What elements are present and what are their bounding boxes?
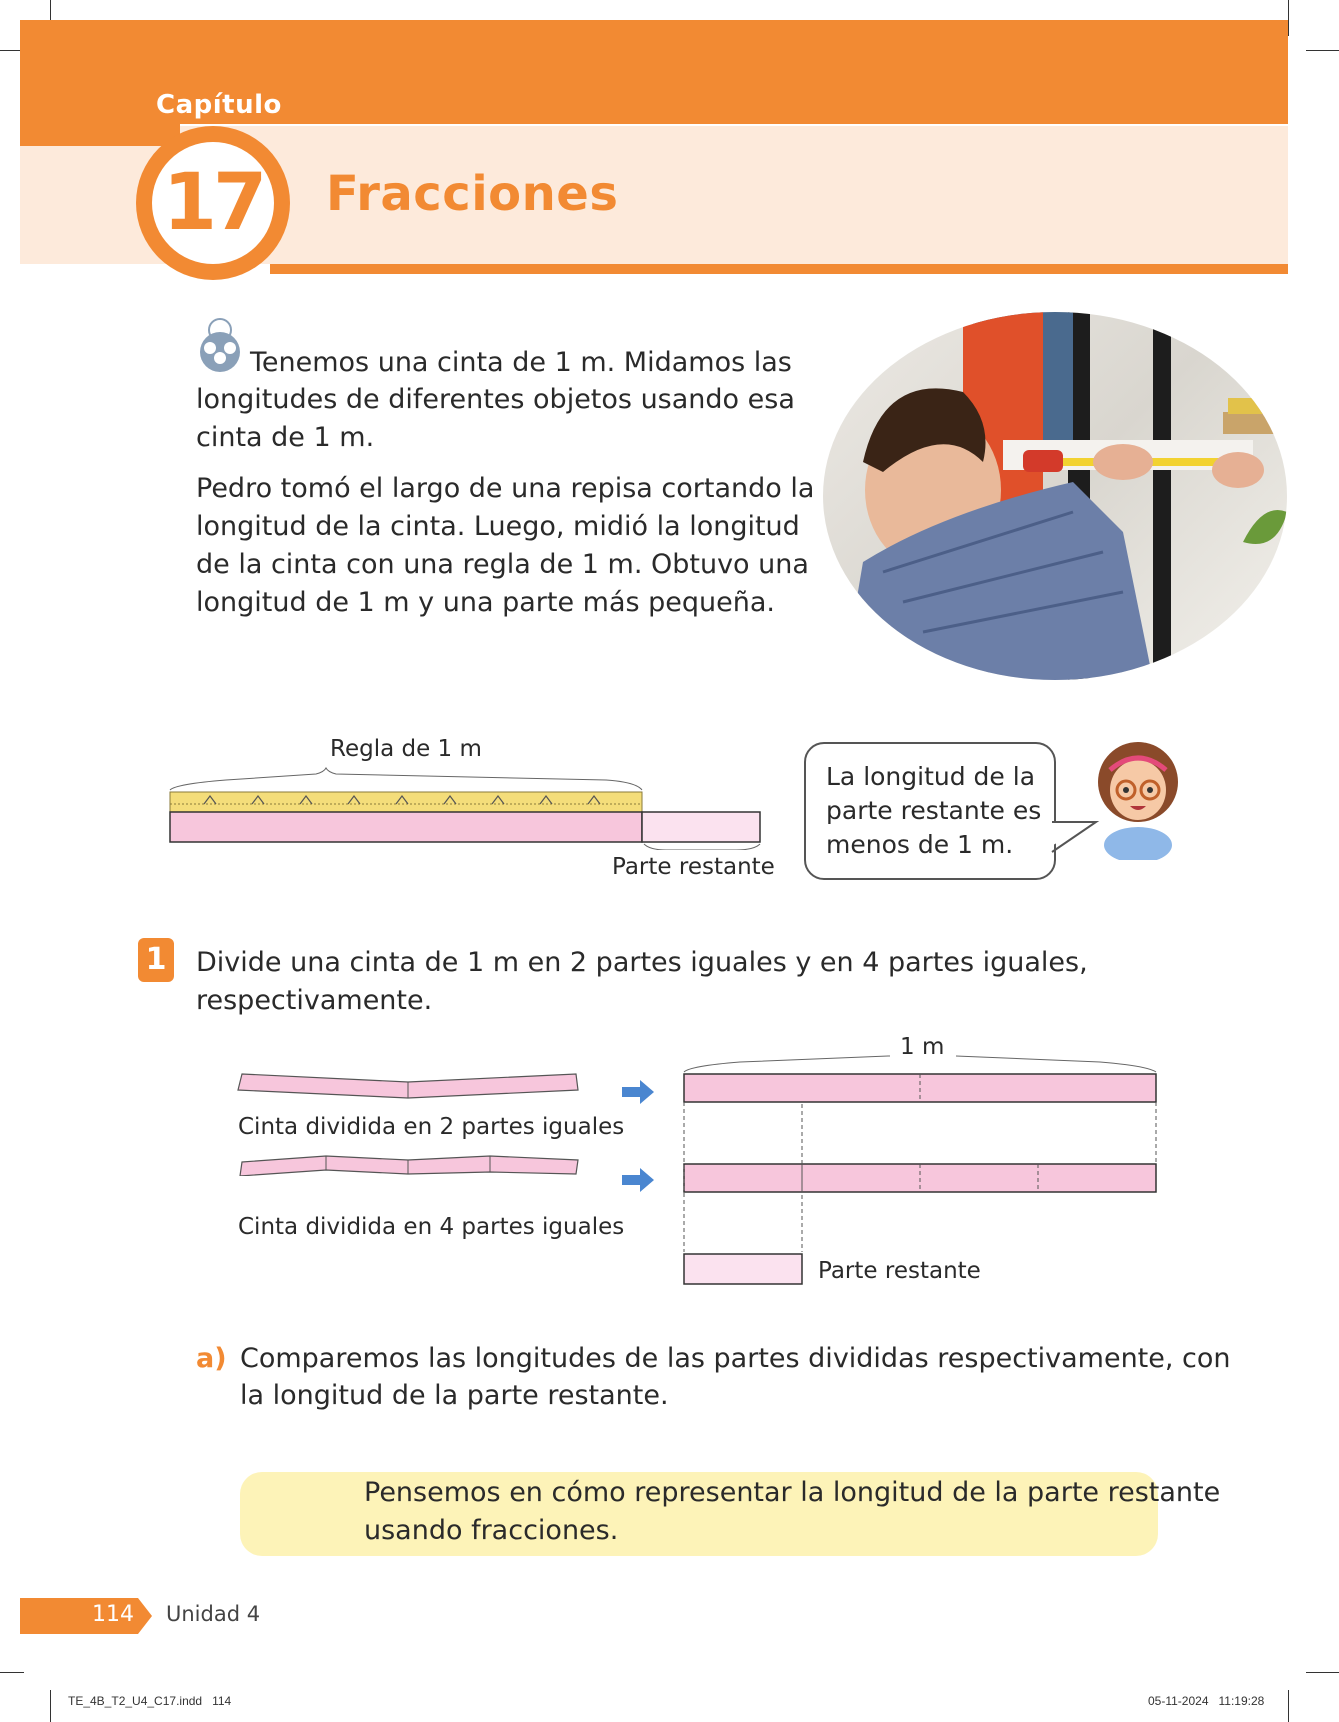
meter-label: 1 m xyxy=(900,1034,945,1060)
item-a-line-2: la longitud de la parte restante. xyxy=(240,1380,669,1411)
intro-p2-line-3: de la cinta con una regla de 1 m. Obtuvo una xyxy=(196,549,809,580)
ruler-figure xyxy=(166,760,766,850)
page-title: Fracciones xyxy=(326,166,619,222)
page-number: 114 xyxy=(92,1602,134,1627)
exercise-1-line-1: Divide una cinta de 1 m en 2 partes iguales y en 4 partes iguales, xyxy=(196,947,1088,978)
exercise-number-badge: 1 xyxy=(138,938,174,982)
crop-mark xyxy=(1306,1672,1339,1673)
bubble-line-1: La longitud de la xyxy=(826,762,1036,791)
bubble-line-2: parte restante es xyxy=(826,796,1042,825)
timestamp: 05-11-2024 11:19:28 xyxy=(1148,1694,1265,1708)
crop-mark xyxy=(1288,0,1289,36)
label-two-parts: Cinta dividida en 2 partes iguales xyxy=(238,1114,625,1140)
intro-line-1: Tenemos una cinta de 1 m. Midamos las xyxy=(250,347,792,378)
exercise-1-line-2: respectivamente. xyxy=(196,985,433,1016)
title-underline xyxy=(270,264,1288,274)
bubble-line-3: menos de 1 m. xyxy=(826,830,1014,859)
item-a-line-1: Comparemos las longitudes de las partes divididas respectivamente, con xyxy=(240,1343,1231,1374)
remaining-label-bottom: Parte restante xyxy=(818,1258,981,1284)
arrow-right-icon xyxy=(620,1166,656,1194)
think-box-line-2: usando fracciones. xyxy=(364,1515,619,1546)
intro-p2-line-1: Pedro tomó el largo de una repisa cortando la xyxy=(196,473,815,504)
think-box-line-1: Pensemos en cómo representar la longitud de la parte restante xyxy=(364,1477,1221,1508)
chapter-label: Capítulo xyxy=(156,90,282,120)
crop-mark xyxy=(1306,50,1339,51)
intro-p2-line-2: longitud de la cinta. Luego, midió la longitud xyxy=(196,511,800,542)
intro-line-3: cinta de 1 m. xyxy=(196,422,375,453)
intro-line-2: longitudes de diferentes objetos usando esa xyxy=(196,384,795,415)
group-icon xyxy=(195,316,245,372)
chapter-number: 17 xyxy=(162,158,264,248)
arrow-right-icon xyxy=(620,1078,656,1106)
item-a-letter: a) xyxy=(196,1343,227,1374)
divided-tapes-diagram xyxy=(680,1036,1160,1292)
crop-mark xyxy=(1288,1690,1289,1722)
ruler-label: Regla de 1 m xyxy=(330,736,482,762)
crop-mark xyxy=(0,1672,24,1673)
file-info: TE_4B_T2_U4_C17.indd 114 xyxy=(68,1694,232,1708)
label-four-parts: Cinta dividida en 4 partes iguales xyxy=(238,1214,625,1240)
girl-character-icon xyxy=(1088,740,1188,860)
remaining-label-top: Parte restante xyxy=(612,854,775,880)
crop-mark xyxy=(50,1690,51,1722)
measuring-photo xyxy=(823,312,1287,680)
unit-label: Unidad 4 xyxy=(166,1602,261,1626)
intro-p2-line-4: longitud de 1 m y una parte más pequeña. xyxy=(196,587,775,618)
